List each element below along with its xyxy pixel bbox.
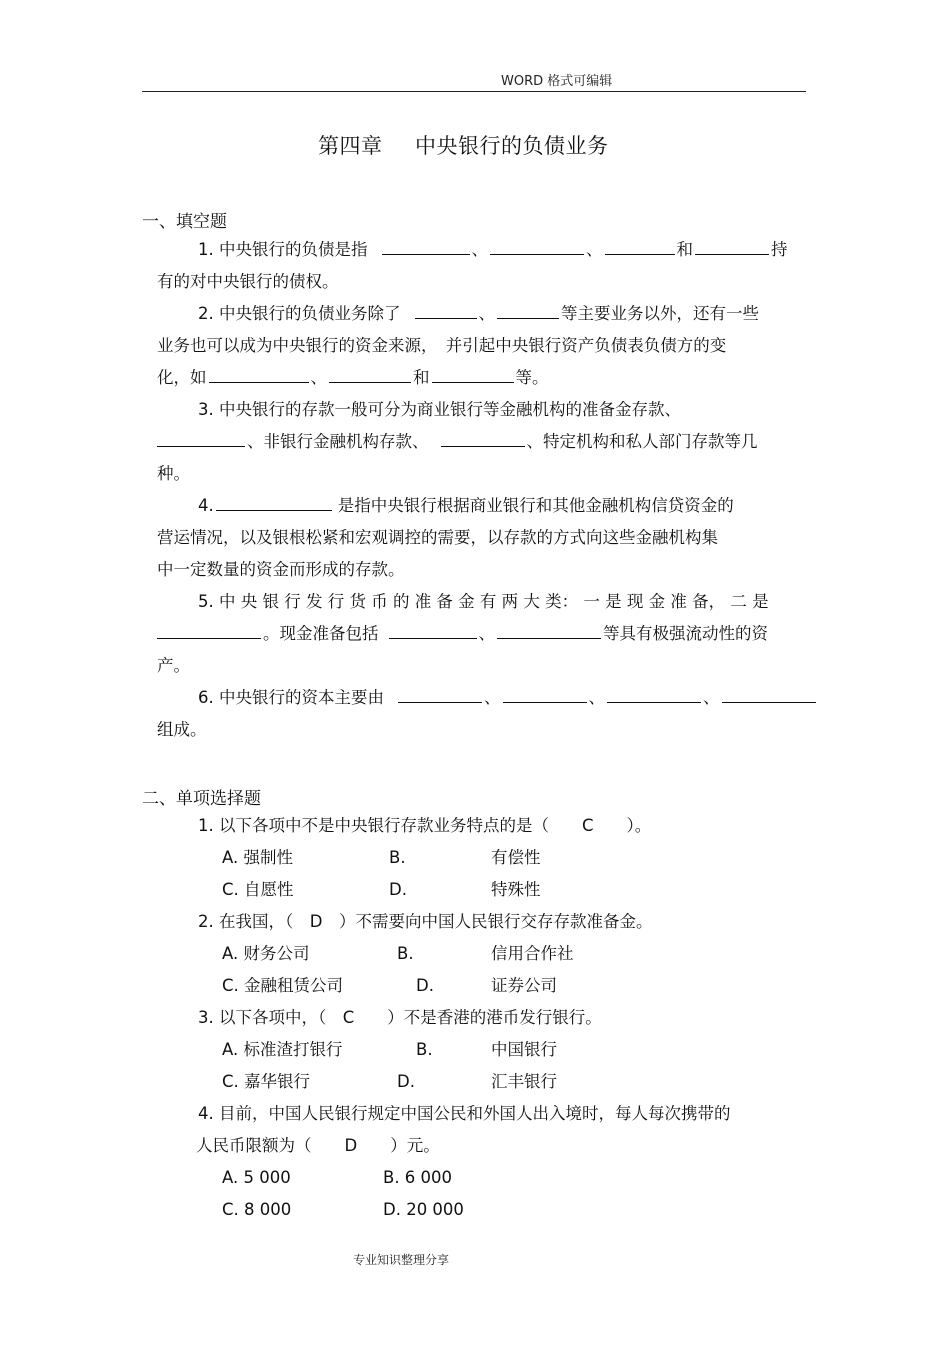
q2-line1 [198,304,759,324]
mc1-option-a: A. 强制性 [222,848,293,867]
mc2-option-d-label: D. [416,976,434,995]
answer-blank [389,624,477,639]
q4-line1 [198,496,734,516]
answer-blank [497,304,559,319]
mc1-option-b: 有偿性 [491,848,541,867]
q4-text: 4. [198,496,214,515]
q4-text: 是指中央银行根据商业银行和其他金融机构信贷资金的 [337,496,734,515]
answer-blank [607,688,701,703]
answer-blank [503,688,587,703]
q5-line2 [155,624,768,644]
q5-text: 。现金准备包括 [263,624,379,643]
separator: 、 [310,368,327,387]
mc2-option-d: 证券公司 [491,976,557,995]
mc4-option-a: A. 5 000 [222,1168,291,1187]
chapter-number: 第四章 [318,134,383,158]
q3-text: 、特定机构和私人部门存款等几 [526,432,758,451]
q1-text: 1. 中央银行的负债是指 [198,240,368,259]
mc3-option-d: 汇丰银行 [491,1072,557,1091]
mc2-stem: 2. 在我国，（ D ）不需要向中国人民银行交存存款准备金。 [198,912,653,931]
page-header: WORD 格式可编辑 [501,74,613,89]
answer-blank [209,368,309,383]
separator: 、 [471,240,488,259]
q2-text: 2. 中央银行的负债业务除了 [198,304,401,323]
mc2-option-b: 信用合作社 [491,944,574,963]
q2-line2: 业务也可以成为中央银行的资金来源， 并引起中央银行资产负债表负债方的变 [157,336,727,355]
separator: 、 [478,304,495,323]
answer-blank [432,368,514,383]
page-footer: 专业知识整理分享 [353,1253,450,1267]
mc3-option-b: 中国银行 [491,1040,557,1059]
q3-text: 、非银行金融机构存款、 [247,432,429,451]
mc3-option-c: C. 嘉华银行 [222,1072,311,1091]
q6-text: 6. 中央银行的资本主要由 [198,688,384,707]
separator: 和 [413,368,430,387]
mc4-option-c: C. 8 000 [222,1200,292,1219]
mc4-option-d: D. 20 000 [383,1200,464,1219]
q4-line3: 中一定数量的资金而形成的存款。 [157,560,405,579]
answer-blank [605,240,675,255]
separator: 、 [586,240,603,259]
q2-text: 等。 [515,368,549,387]
answer-blank [157,432,245,447]
mc1-stem: 1. 以下各项中不是中央银行存款业务特点的是（ C ）。 [198,816,652,835]
mc3-option-b-label: B. [416,1040,433,1059]
separator: 、 [588,688,605,707]
answer-blank [695,240,769,255]
answer-blank [329,368,411,383]
q6-line1 [198,688,818,708]
mc1-option-b-label: B. [389,848,406,867]
mc2-option-c: C. 金融租赁公司 [222,976,344,995]
separator: 和 [676,240,693,259]
answer-blank [497,624,601,639]
mc3-option-d-label: D. [397,1072,415,1091]
q5-line1: 5. 中 央 银 行 发 行 货 币 的 准 备 金 有 两 大 类： 一 是 现 金 准 备， 二 是 [198,592,769,611]
q2-text: 等主要业务以外，还有一些 [561,304,759,323]
section-heading-single-choice: 二、单项选择题 [142,789,261,809]
chapter-title: 中央银行的负债业务 [415,134,609,158]
mc4-stem-line2: 人民币限额为（ D ）元。 [196,1136,440,1155]
q5-line3: 产。 [157,656,190,675]
mc2-option-b-label: B. [397,944,414,963]
answer-blank [490,240,584,255]
separator: 、 [703,688,720,707]
q2-text: 化，如 [157,368,207,387]
section-heading-fill-in: 一、填空题 [142,212,227,232]
q6-line2: 组成。 [157,720,207,739]
mc2-option-a: A. 财务公司 [222,944,310,963]
q3-line2 [155,432,758,452]
q3-line3: 种。 [157,464,190,483]
answer-blank [441,432,525,447]
header-rule [142,91,806,92]
mc3-stem: 3. 以下各项中，（ C ）不是香港的港币发行银行。 [198,1008,602,1027]
mc1-option-c: C. 自愿性 [222,880,294,899]
answer-blank [216,496,332,511]
mc3-option-a: A. 标准渣打银行 [222,1040,343,1059]
mc1-option-d-label: D. [389,880,407,899]
separator: 、 [484,688,501,707]
q1-line2: 有的对中央银行的债权。 [157,272,339,291]
mc1-option-d: 特殊性 [491,880,541,899]
q3-line1: 3. 中央银行的存款一般可分为商业银行等金融机构的准备金存款、 [198,400,681,419]
answer-blank [398,688,482,703]
mc4-stem-line1: 4. 目前，中国人民银行规定中国公民和外国人出入境时，每人每次携带的 [198,1104,731,1123]
mc4-option-b: B. 6 000 [383,1168,453,1187]
answer-blank [415,304,477,319]
q1-text: 持 [771,240,788,259]
q4-line2: 营运情况，以及银根松紧和宏观调控的需要，以存款的方式向这些金融机构集 [157,528,718,547]
q5-text: 等具有极强流动性的资 [603,624,768,643]
answer-blank [722,688,816,703]
separator: 、 [478,624,495,643]
q1-line1 [198,240,788,260]
answer-blank [382,240,470,255]
q2-line3 [157,368,549,388]
answer-blank [157,624,261,639]
